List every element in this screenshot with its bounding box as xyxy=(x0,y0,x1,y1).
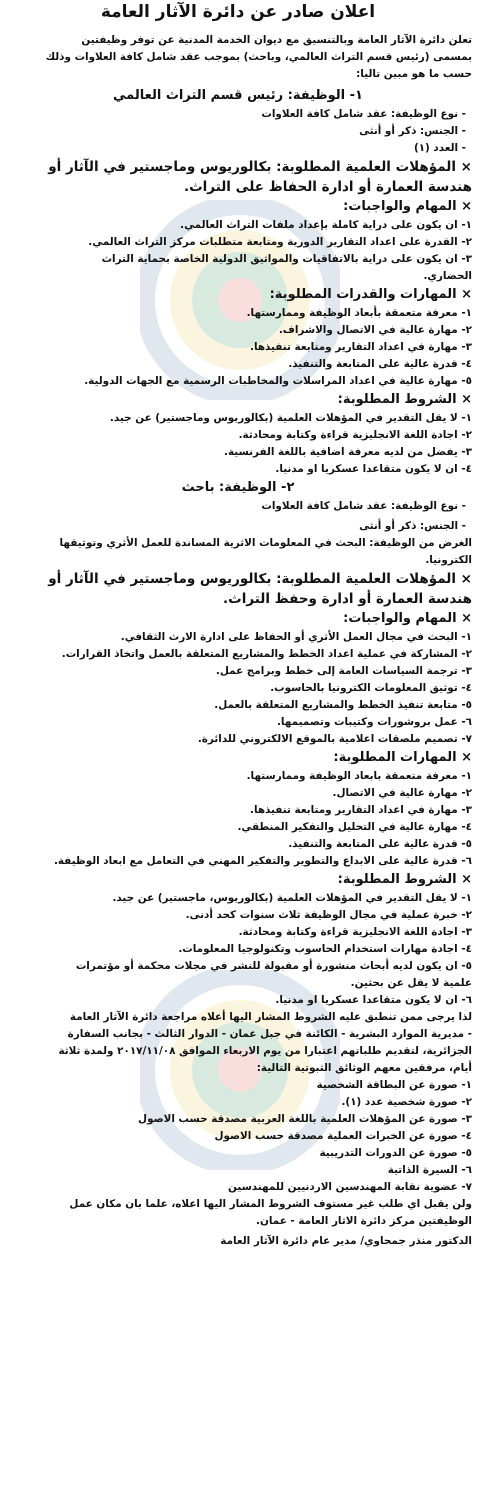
job1-skill: ٤- قدرة عالية على المتابعة والتنفيذ. xyxy=(288,358,472,370)
job1-heading: ١- الوظيفة: رئيس قسم التراث العالمي xyxy=(113,88,363,103)
job2-line: الكترونيا. xyxy=(425,554,472,566)
job1-skill: ٣- مهارة في اعداد التقارير ومتابعة تنفيذها. xyxy=(250,341,472,353)
job1-qualifications: هندسة العمارة أو ادارة الحفاظ على التراث. xyxy=(183,179,472,195)
job2-qualifications: × المؤهلات العلمية المطلوبة: بكالوريوس وماجستير في الآثار أو xyxy=(48,571,472,587)
job1-condition: ٣- يفضل من لديه معرفة اضافية باللغة الفرنسية. xyxy=(224,446,472,458)
job2-condition: علمية لا يقل عن بحثين. xyxy=(350,977,472,989)
job2-line: - نوع الوظيفة: عقد شامل كافة العلاوات xyxy=(261,500,466,512)
job1-line: - نوع الوظيفة: عقد شامل كافة العلاوات xyxy=(261,108,466,120)
application-section xyxy=(4,1009,472,1250)
job2-skill: ٤- مهارة عالية في التحليل والتفكير المنطقي. xyxy=(237,821,472,833)
job1-line: - العدد (١) xyxy=(413,142,466,154)
job1-skill: ٢- مهارة عالية في الاتصال والاشراف. xyxy=(278,324,472,336)
application-line: الجزائرية، لتقديم طلباتهم اعتبارا من يوم الاربعاء الموافق ٢٠١٧/١١/٠٨ ولمدة ثلاثة xyxy=(58,1045,472,1057)
job2-line: الغرض من الوظيفة: البحث في المعلومات الاثرية المساندة للعمل الأثري وتوثيقها xyxy=(59,537,472,549)
job2-duty: ٧- تصميم ملصقات اعلامية بالموقع الالكتروني للدائرة. xyxy=(197,733,472,745)
job1-line: - الجنس: ذكر أو أنثى xyxy=(359,125,466,137)
job2-duty: ٢- المشاركة في عملية اعداد الخطط والمشاريع المتعلقة بالعمل واتخاذ القرارات. xyxy=(61,648,472,660)
job2-heading: ٢- الوظيفة: باحث xyxy=(181,480,295,495)
job2-skill: ٢- مهارة عالية في الاتصال. xyxy=(332,787,472,799)
job1-conditions-title: × الشروط المطلوبة: xyxy=(337,392,472,407)
required-document: ٤- صورة عن الخبرات العملية مصدقة حسب الاصول xyxy=(214,1130,472,1142)
job1-condition: ١- لا يقل التقدير في المؤهلات العلمية (بكالوريوس وماجستير) عن جيد. xyxy=(109,412,472,424)
job1-condition: ٤- ان لا يكون متقاعدا عسكريا او مدنيا. xyxy=(275,463,472,475)
job2-skill: ٦- قدرة عالية على الابداع والتطوير والتفكير المهني في التعامل مع ابعاد الوظيفة. xyxy=(53,855,472,867)
job2-condition: ٤- اجادة مهارات استخدام الحاسوب وتكنولوجيا المعلومات. xyxy=(178,943,472,955)
job2-condition: ٣- اجادة اللغة الانجليزية قراءة وكتابة ومحادثة. xyxy=(238,926,472,938)
job2-skill: ٥- قدرة عالية على المتابعة والتنفيذ. xyxy=(288,838,472,850)
job1-skills-title: × المهارات والقدرات المطلوبة: xyxy=(269,287,472,302)
job1-duty: ١- ان يكون على دراية كاملة بإعداد ملفات التراث العالمي. xyxy=(180,219,472,231)
job2-condition: ٦- ان لا يكون متقاعدا عسكريا او مدنيا. xyxy=(275,994,472,1006)
intro-line: تعلن دائرة الآثار العامة وبالتنسيق مع ديوان الخدمة المدنية عن توفر وظيفتين xyxy=(81,34,472,46)
job2-condition: ٢- خبرة عملية في مجال الوظيفة ثلاث سنوات كحد أدنى. xyxy=(185,909,472,921)
closing-line: ولن يقبل اي طلب غير مستوف الشروط المشار اليها اعلاه، علما بان مكان عمل xyxy=(69,1198,472,1210)
job1-duty: ٢- القدرة على اعداد التقارير الدورية ومتابعة متطلبات مركز التراث العالمي. xyxy=(88,236,472,248)
job2-section xyxy=(4,478,472,1009)
intro-line: بمسمى (رئيس قسم التراث العالمي، وباحث) بموجب عقد شامل كافة العلاوات وذلك xyxy=(45,51,472,63)
job1-section xyxy=(4,86,472,478)
job1-skill: ٥- مهارة عالية في اعداد المراسلات والمخاطبات الرسمية مع الجهات الدولية. xyxy=(84,375,472,387)
job2-duty: ٥- متابعة تنفيذ الخطط والمشاريع المتعلقة بالعمل. xyxy=(214,699,472,711)
job2-condition: ١- لا يقل التقدير في المؤهلات العلمية (بكالوريوس، ماجستير) عن جيد. xyxy=(112,892,472,904)
intro-line: حسب ما هو مبين تاليا: xyxy=(356,68,472,80)
application-line: لذا يرجى ممن تنطبق عليه الشروط المشار اليها أعلاه مراجعة دائرة الآثار العامة xyxy=(69,1011,472,1023)
required-document: ٧- عضوية نقابة المهندسين الاردنيين للمهندسين xyxy=(228,1181,472,1193)
job2-duties-title: × المهام والواجبات: xyxy=(343,611,472,626)
job2-skill: ٣- مهارة في اعداد التقارير ومتابعة تنفيذها. xyxy=(250,804,472,816)
required-document: ٣- صورة عن المؤهلات العلمية باللغة العربية مصدقة حسب الاصول xyxy=(138,1113,472,1125)
announcement-body xyxy=(0,2,478,1250)
application-line: أيام، مرفقين معهم الوثائق الثبوتية التالية: xyxy=(256,1062,472,1074)
signature: الدكتور منذر جمحاوي/ مدير عام دائرة الآثار العامة xyxy=(220,1235,472,1247)
job2-condition: ٥- ان يكون لديه أبحاث منشورة أو مقبولة للنشر في مجلات محكمة أو مؤتمرات xyxy=(75,960,472,972)
job2-skill: ١- معرفة متعمقة بابعاد الوظيفة وممارستها. xyxy=(246,770,472,782)
job2-duty: ٣- ترجمة السياسات العامة إلى خطط وبرامج عمل. xyxy=(215,665,472,677)
job1-duties-title: × المهام والواجبات: xyxy=(343,199,472,214)
job2-qualifications: هندسة العمارة أو ادارة وحفظ التراث. xyxy=(223,591,472,607)
job2-line: - الجنس: ذكر أو أنثى xyxy=(359,520,466,532)
closing-line: الوظيفتين مركز دائرة الاثار العامة - عمان. xyxy=(256,1215,472,1227)
job1-duty: الحضاري. xyxy=(423,270,472,282)
job2-duty: ١- البحث في مجال العمل الأثري أو الحفاظ على ادارة الارث الثقافي. xyxy=(120,631,472,643)
required-document: ٦- السيرة الذاتية xyxy=(387,1164,472,1176)
job2-duty: ٦- عمل بروشورات وكتيبات وتصميمها. xyxy=(276,716,472,728)
application-line: - مديرية الموارد البشرية - الكائنة في جبل عمان - الدوار الثالث - بجانب السفارة xyxy=(67,1028,472,1040)
intro xyxy=(4,32,472,83)
job1-duty: ٣- ان يكون على دراية بالاتفاقيات والمواثيق الدولية الخاصة بحماية التراث xyxy=(101,253,472,265)
job1-skill: ١- معرفة متعمقة بأبعاد الوظيفة وممارستها. xyxy=(246,307,472,319)
required-document: ١- صورة عن البطاقة الشخصية xyxy=(316,1079,472,1091)
page-title: اعلان صادر عن دائرة الآثار العامة xyxy=(100,2,376,22)
job2-conditions-title: × الشروط المطلوبة: xyxy=(337,872,472,887)
job2-duty: ٤- توثيق المعلومات الكترونيا بالحاسوب. xyxy=(270,682,472,694)
job2-skills-title: × المهارات المطلوبة: xyxy=(333,750,472,765)
job1-qualifications: × المؤهلات العلمية المطلوبة: بكالوريوس وماجستير في الآثار أو xyxy=(48,159,472,175)
required-document: ٥- صورة عن الدورات التدريبية xyxy=(319,1147,472,1159)
required-document: ٢- صورة شخصية عدد (١). xyxy=(341,1096,472,1108)
job1-condition: ٢- اجادة اللغة الانجليزية قراءة وكتابة ومحادثة. xyxy=(238,429,472,441)
